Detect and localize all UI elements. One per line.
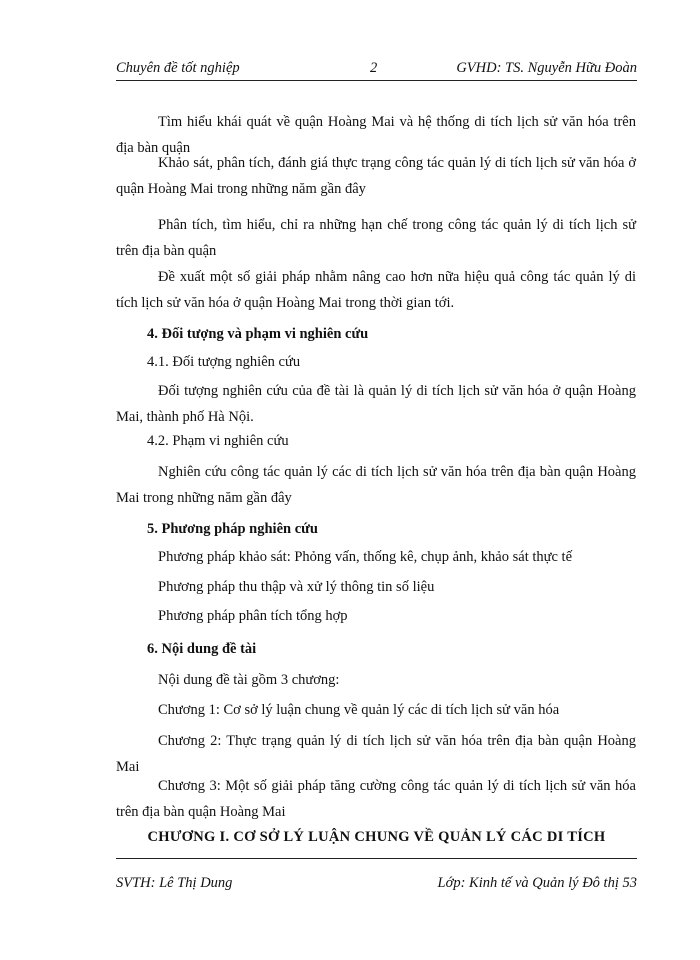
method-1: Phương pháp khảo sát: Phỏng vấn, thống kê, chụp ảnh, khảo sát thực tế [158,549,573,565]
page-header [116,60,637,81]
subsection-4-2-text: Nghiên cứu công tác quản lý các di tích lịch sử văn hóa trên địa bàn quận Hoàng Mai trong những năm gần đây [116,464,636,506]
header-advisor: GVHD: TS. Nguyễn Hữu Đoàn [456,60,637,76]
section-5-heading: 5. Phương pháp nghiên cứu [147,521,318,537]
chapter-2-summary: Chương 2: Thực trạng quản lý di tích lịch sử văn hóa trên địa bàn quận Hoàng Mai [116,733,636,775]
objective-1: Tìm hiểu khái quát về quận Hoàng Mai và hệ thống di tích lịch sử văn hóa trên địa bàn quận [116,114,636,156]
chapter-title: CHƯƠNG I. CƠ SỞ LÝ LUẬN CHUNG VỀ QUẢN LÝ CÁC DI TÍCH [147,829,606,845]
subsection-4-1-text: Đối tượng nghiên cứu của đề tài là quản lý di tích lịch sử văn hóa ở quận Hoàng Mai, thành phố Hà Nội. [116,383,636,425]
objective-3: Phân tích, tìm hiểu, chỉ ra những hạn chế trong công tác quản lý di tích lịch sử trên địa bàn quận [116,217,636,259]
page-number: 2 [370,60,378,76]
chapter-3-summary: Chương 3: Một số giải pháp tăng cường công tác quản lý di tích lịch sử văn hóa trên địa bàn quận Hoàng Mai [116,778,636,820]
subsection-4-1-heading: 4.1. Đối tượng nghiên cứu [147,354,301,370]
objective-4: Đề xuất một số giải pháp nhằm nâng cao hơn nữa hiệu quả công tác quản lý di tích lịch sử văn hóa ở quận Hoàng Mai trong thời gian tới. [116,269,636,311]
subsection-4-2-heading: 4.2. Phạm vi nghiên cứu [147,433,289,449]
section-6-heading: 6. Nội dung đề tài [147,641,257,657]
objective-2: Khảo sát, phân tích, đánh giá thực trạng công tác quản lý di tích lịch sử văn hóa ở quận Hoàng Mai trong những năm gần đây [116,155,636,197]
method-3: Phương pháp phân tích tổng hợp [158,608,348,624]
method-2: Phương pháp thu thập và xử lý thông tin số liệu [158,579,435,595]
content-intro: Nội dung đề tài gồm 3 chương: [158,672,340,688]
footer-class: Lớp: Kinh tế và Quản lý Đô thị 53 [437,875,637,891]
page-footer [116,858,637,889]
footer-student: SVTH: Lê Thị Dung [116,875,233,891]
header-document-type: Chuyên đề tốt nghiệp [116,60,240,76]
section-4-heading: 4. Đối tượng và phạm vi nghiên cứu [147,326,369,342]
chapter-1-summary: Chương 1: Cơ sở lý luận chung về quản lý các di tích lịch sử văn hóa [158,702,560,718]
